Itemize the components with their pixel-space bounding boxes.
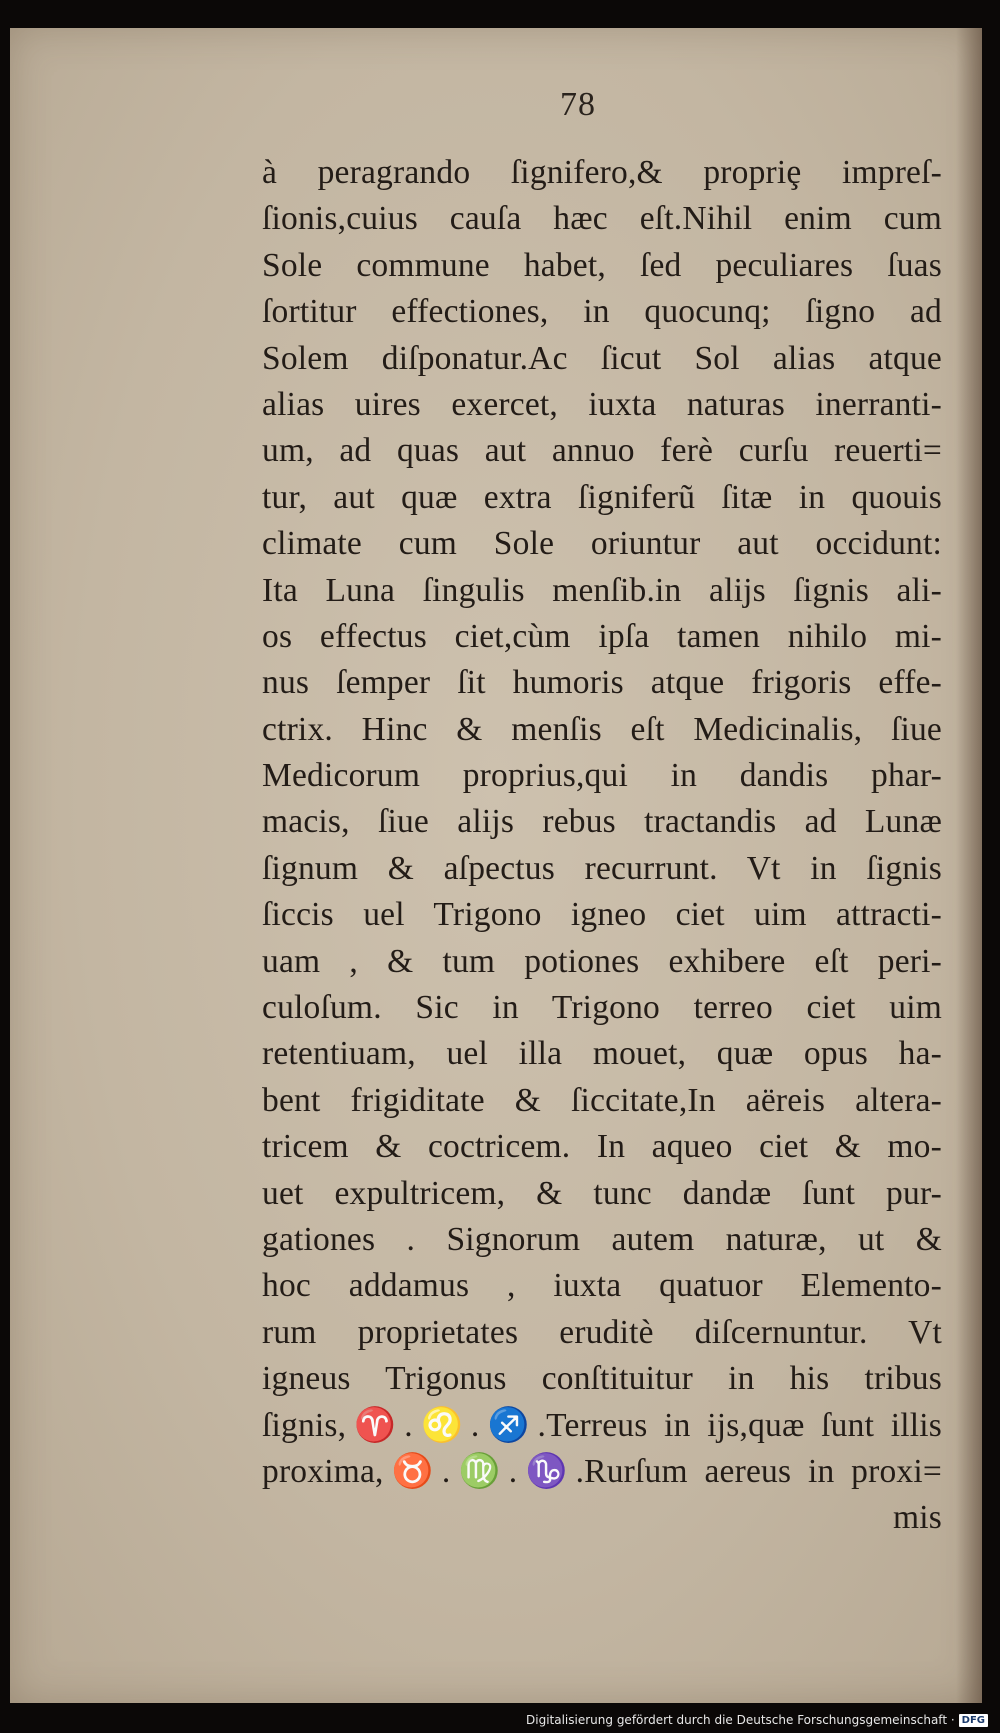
text-line: gationes . Signorum autem naturæ, ut & xyxy=(262,1220,942,1258)
text-line: bent frigiditate & ſiccitate,In aëreis altera- xyxy=(262,1081,942,1119)
text-line: uet expultricem, & tunc dandæ ſunt pur- xyxy=(262,1174,942,1212)
text-line: proxima,♉.♍.♑.Rurſum aereus in proxi= xyxy=(262,1452,942,1490)
text-line: tur, aut quæ extra ſigniferũ ſitæ in quouis xyxy=(262,478,942,516)
dfg-logo: DFG xyxy=(959,1714,988,1727)
text-line: ctrix. Hinc & menſis eſt Medicinalis, ſiue xyxy=(262,710,942,748)
text-line: retentiuam, uel illa mouet, quæ opus ha- xyxy=(262,1035,942,1073)
text-line: igneus Trigonus conſtituitur in his tribus xyxy=(262,1360,942,1398)
text-line: ſionis,cuius cauſa hæc eſt.Nihil enim cum xyxy=(262,200,942,238)
text-line: Sole commune habet, ſed peculiares ſuas xyxy=(262,246,942,284)
text-line: culoſum. Sic in Trigono terreo ciet uim xyxy=(262,989,942,1027)
text-line: alias uires exercet, iuxta naturas inerranti- xyxy=(262,385,942,423)
text-line: macis, ſiue alijs rebus tractandis ad Lunæ xyxy=(262,803,942,841)
text-line: ſignum & aſpectus recurrunt. Vt in ſignis xyxy=(262,849,942,887)
text-line: hoc addamus , iuxta quatuor Elemento- xyxy=(262,1267,942,1305)
text-line: um, ad quas aut annuo ferè curſu reuerti= xyxy=(262,432,942,470)
page-binding-edge xyxy=(956,28,982,1703)
footer-credit-text: Digitalisierung gefördert durch die Deutsche Forschungsgemeinschaft · xyxy=(526,1713,955,1727)
text-line: à peragrando ſignifero,& propriȩ impreſ- xyxy=(262,154,942,191)
text-line: climate cum Sole oriuntur aut occidunt: xyxy=(262,525,942,563)
text-line: Medicorum proprius,qui in dandis phar- xyxy=(262,757,942,795)
text-line: ſortitur effectiones, in quocunq; ſigno ad xyxy=(262,293,942,331)
text-block xyxy=(262,150,942,1542)
text-line: tricem & coctricem. In aqueo ciet & mo- xyxy=(262,1128,942,1166)
text-line: Ita Luna ſingulis menſib.in alijs ſignis ali- xyxy=(262,571,942,609)
text-line: rum proprietates eruditè diſcernuntur. Vt xyxy=(262,1313,942,1351)
text-line: ſiccis uel Trigono igneo ciet uim attracti- xyxy=(262,896,942,934)
text-line: mis xyxy=(892,1499,942,1537)
footer-credit xyxy=(526,1713,988,1727)
text-line: os effectus ciet,cùm ipſa tamen nihilo mi- xyxy=(262,617,942,655)
text-line: Solem diſponatur.Ac ſicut Sol alias atque xyxy=(262,339,942,377)
page-number: 78 xyxy=(560,86,596,123)
text-line: uam , & tum potiones exhibere eſt peri- xyxy=(262,942,942,980)
text-line: ſignis,♈.♌.♐.Terreus in ijs,quæ ſunt illis xyxy=(262,1406,942,1444)
text-line: nus ſemper ſit humoris atque frigoris effe- xyxy=(262,664,942,702)
